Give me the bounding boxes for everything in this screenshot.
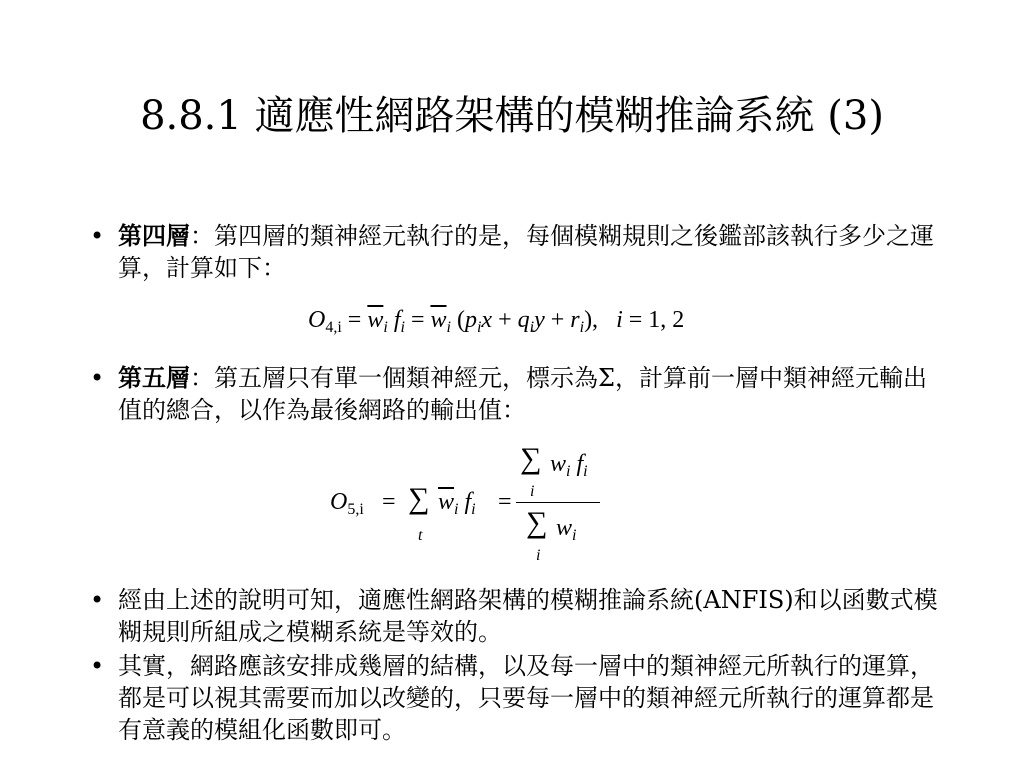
- equals-sign: =: [410, 307, 425, 333]
- summation-index: t: [418, 527, 423, 544]
- equals-sign: =: [347, 307, 362, 333]
- rule-output: f: [464, 489, 472, 515]
- formula-lhs: $O_{5,i}$: [330, 489, 364, 518]
- bullet-dot: •: [90, 222, 105, 250]
- bullet-anfis-equivalence: [90, 584, 940, 648]
- bullet-text: [118, 362, 940, 426]
- summation-symbol: ∑: [408, 482, 430, 515]
- bullet-text: [118, 650, 940, 746]
- bullet-dot: •: [90, 364, 105, 392]
- bullet-dot: •: [90, 586, 105, 614]
- formula-layer5: $O_{5,i}$ = ∑ t $\overline{w}_i$ $f_i$ = ∑ $w_i$ $f_i$ i ∑ $w_i$ i: [330, 440, 630, 570]
- rule-output: f: [393, 307, 401, 333]
- bullet-heading: 第四層: [118, 221, 190, 250]
- fraction-bar: [516, 502, 600, 503]
- normalized-weight: $\overline{w}$: [438, 489, 455, 515]
- bullet-layer4: [90, 220, 940, 284]
- bullet-network-structure: [90, 650, 940, 746]
- summation-index: i: [536, 547, 541, 564]
- bullet-body: ：第五層只有單一個類神經元，標示為Σ，計算前一層中類神經元輸出值的總合，以作為最後網路的輸出值：: [118, 364, 927, 424]
- summation-symbol: ∑: [520, 442, 542, 475]
- bullet-body: 經由上述的說明可知，適應性網路架構的模糊推論系統(ANFIS)和以函數式模糊規則所組成之模糊系統是等效的。: [118, 586, 938, 646]
- bullet-body: ：第四層的類神經元執行的是，每個模糊規則之後鑑部該執行多少之運算，計算如下：: [118, 222, 934, 282]
- equals-sign: =: [382, 489, 396, 515]
- bullet-text: [118, 584, 940, 648]
- equals-sign: =: [498, 489, 512, 515]
- formula-lhs: $O_{4,i}$: [308, 307, 342, 336]
- bullet-dot: •: [90, 652, 105, 680]
- bullet-layer5: [90, 362, 940, 426]
- bullet-heading: 第五層: [118, 363, 190, 392]
- normalized-weight: $\overline{w}$: [367, 307, 384, 333]
- summation-symbol: ∑: [526, 506, 548, 539]
- index-range: 1, 2: [648, 307, 685, 333]
- formula-layer4: $O_{4,i} = \overline{w}_i$ $f_i = \overline{w}_i$ $(p_ix + q_iy + r_i)$, i = 1, 2: [308, 307, 685, 336]
- slide-title: 8.8.1 適應性網路架構的模糊推論系統 (3): [140, 93, 884, 139]
- normalized-weight: $\overline{w}$: [430, 307, 447, 333]
- summation-index: i: [530, 483, 535, 500]
- index-variable: i: [616, 307, 623, 333]
- bullet-text: [118, 220, 940, 284]
- bullet-body: 其實，網路應該安排成幾層的結構，以及每一層中的類神經元所執行的運算，都是可以視其需要而加以改變的，只要每一層中的類神經元所執行的運算都是有意義的模組化函數即可。: [118, 652, 934, 744]
